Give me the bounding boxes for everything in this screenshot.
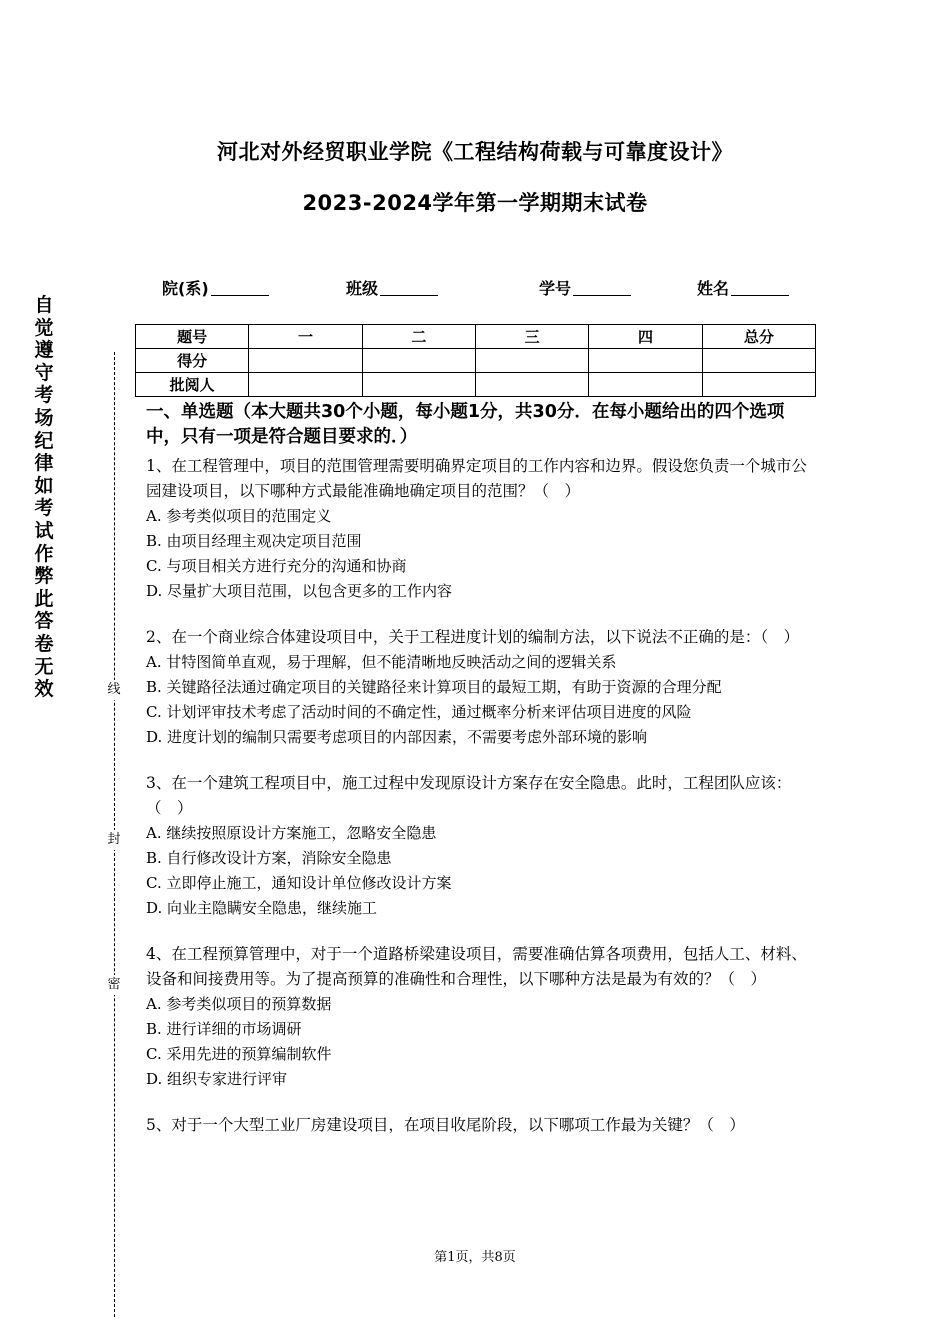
binding-mark-line: 线: [106, 680, 122, 700]
page-number: 第1页，共8页: [434, 1250, 516, 1265]
score-cell[interactable]: [475, 349, 588, 373]
question-stem: 3、在一个建筑工程项目中，施工过程中发现原设计方案存在安全隐患。此时，工程团队应该：（ ）: [146, 774, 792, 817]
name-label: 姓名: [697, 279, 730, 298]
option-d[interactable]: D. 进度计划的编制只需要考虑项目的内部因素，不需要考虑外部环境的影响: [146, 728, 648, 746]
question-stem: 2、在一个商业综合体建设项目中，关于工程进度计划的编制方法，以下说法不正确的是：（ ）: [146, 628, 800, 646]
student-no-field: [539, 276, 631, 299]
class-blank[interactable]: [380, 279, 438, 296]
score-cell[interactable]: [362, 349, 475, 373]
option-b[interactable]: B. 进行详细的市场调研: [146, 1020, 302, 1038]
score-table-header-row: [136, 325, 816, 349]
score-table-header-cell: 四: [589, 325, 702, 349]
option-c[interactable]: C. 与项目相关方进行充分的沟通和协商: [146, 557, 407, 575]
score-table-header-cell: 二: [362, 325, 475, 349]
student-no-blank[interactable]: [573, 279, 631, 296]
score-table-header-cell: 题号: [136, 325, 249, 349]
option-a[interactable]: A. 甘特图简单直观，易于理解，但不能清晰地反映活动之间的逻辑关系: [146, 653, 617, 671]
dept-blank[interactable]: [211, 279, 269, 296]
score-table-header-cell: 总分: [702, 325, 815, 349]
class-field: [346, 276, 438, 299]
option-b[interactable]: B. 关键路径法通过确定项目的关键路径来计算项目的最短工期，有助于资源的合理分配: [146, 678, 722, 696]
name-field: [697, 276, 789, 299]
binding-mark-secret: 密: [106, 975, 122, 995]
exam-title-line2: 2023-2024学年第一学期期末试卷: [302, 191, 648, 215]
reviewer-row: [136, 373, 816, 397]
section-heading: 一、单选题（本大题共30个小题，每小题1分，共30分．在每小题给出的四个选项中，只有一项是符合题目要求的．）: [146, 402, 785, 447]
score-cell[interactable]: [249, 349, 362, 373]
option-d[interactable]: D. 向业主隐瞒安全隐患，继续施工: [146, 899, 378, 917]
dept-field: [162, 276, 269, 299]
reviewer-cell[interactable]: [589, 373, 702, 397]
option-a[interactable]: A. 继续按照原设计方案施工，忽略安全隐患: [146, 824, 437, 842]
exam-title-line1: 河北对外经贸职业学院《工程结构荷载与可靠度设计》: [217, 140, 733, 164]
option-d[interactable]: D. 组织专家进行评审: [146, 1070, 288, 1088]
option-c[interactable]: C. 计划评审技术考虑了活动时间的不确定性，通过概率分析来评估项目进度的风险: [146, 703, 692, 721]
score-table-header-cell: 三: [475, 325, 588, 349]
option-a[interactable]: A. 参考类似项目的预算数据: [146, 995, 332, 1013]
option-c[interactable]: C. 采用先进的预算编制软件: [146, 1045, 332, 1063]
score-table: [135, 324, 816, 397]
score-row-label: 得分: [136, 349, 249, 373]
reviewer-cell[interactable]: [702, 373, 815, 397]
score-row: [136, 349, 816, 373]
question-stem: 5、对于一个大型工业厂房建设项目，在项目收尾阶段，以下哪项工作最为关键？（ ）: [146, 1116, 745, 1134]
reviewer-row-label: 批阅人: [136, 373, 249, 397]
question-stem: 1、在工程管理中，项目的范围管理需要明确界定项目的工作内容和边界。假设您负责一个城市公园建设项目，以下哪种方式最能准确地确定项目的范围？（ ）: [146, 457, 807, 500]
score-table-header-cell: 一: [249, 325, 362, 349]
option-b[interactable]: B. 自行修改设计方案，消除安全隐患: [146, 849, 392, 867]
reviewer-cell[interactable]: [249, 373, 362, 397]
binding-mark-seal: 封: [106, 830, 122, 850]
reviewer-cell[interactable]: [362, 373, 475, 397]
name-blank[interactable]: [731, 279, 789, 296]
score-cell[interactable]: [702, 349, 815, 373]
exam-discipline-warning: 自 觉 遵 守 考 场 纪 律 如 考 试 作 弊 此 答 卷 无 效: [34, 294, 54, 701]
student-no-label: 学号: [539, 279, 572, 298]
class-label: 班级: [346, 279, 379, 298]
exam-content: [146, 400, 811, 1138]
option-a[interactable]: A. 参考类似项目的范围定义: [146, 507, 332, 525]
option-c[interactable]: C. 立即停止施工，通知设计单位修改设计方案: [146, 874, 452, 892]
score-cell[interactable]: [589, 349, 702, 373]
option-b[interactable]: B. 由项目经理主观决定项目范围: [146, 532, 362, 550]
dept-label: 院(系): [162, 279, 209, 298]
question-stem: 4、在工程预算管理中，对于一个道路桥梁建设项目，需要准确估算各项费用，包括人工、材料、设备和间接费用等。为了提高预算的准确性和合理性，以下哪种方法是最为有效的？（ ）: [146, 945, 807, 988]
reviewer-cell[interactable]: [475, 373, 588, 397]
option-d[interactable]: D. 尽量扩大项目范围，以包含更多的工作内容: [146, 582, 453, 600]
